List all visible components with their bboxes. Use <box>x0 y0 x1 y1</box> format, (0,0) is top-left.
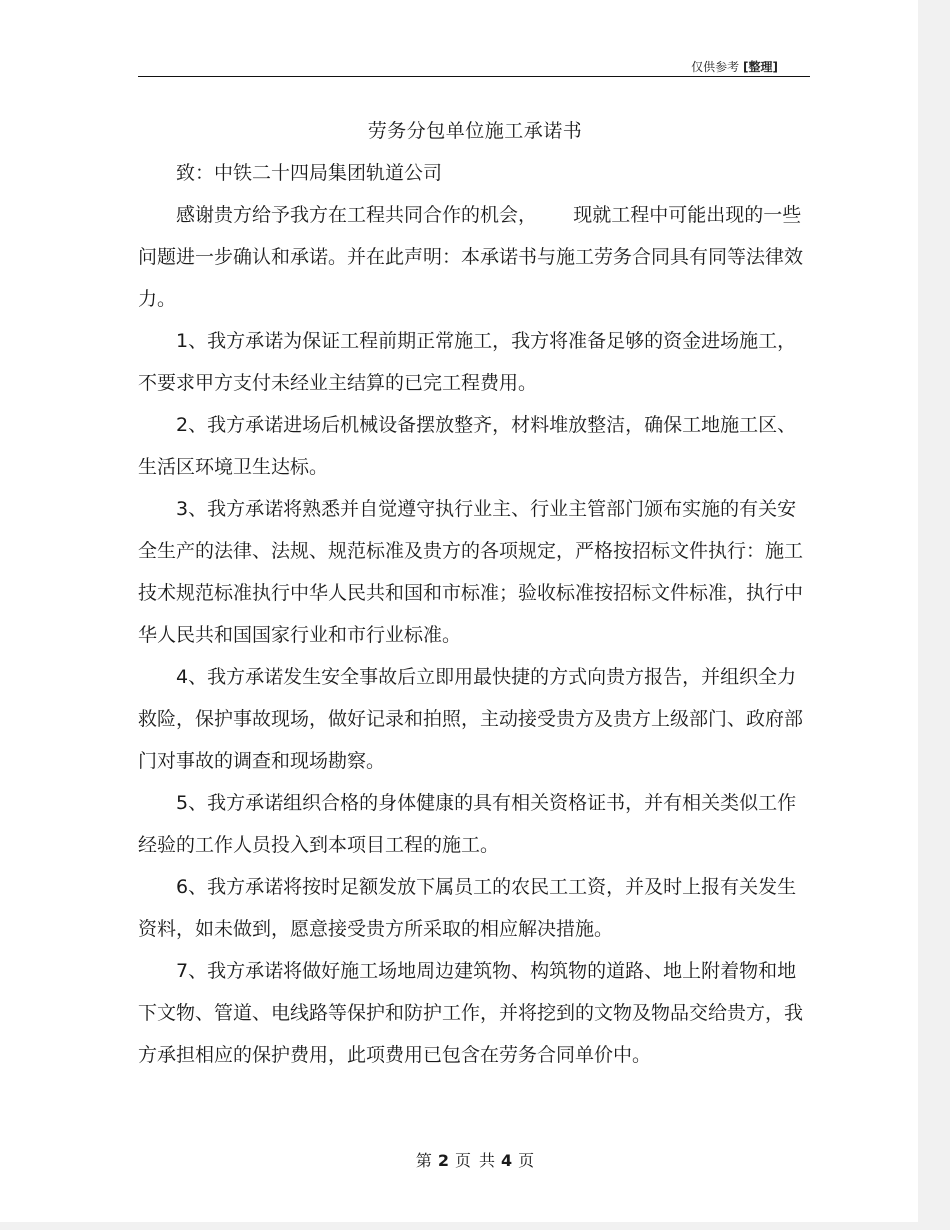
document-title: 劳务分包单位施工承诺书 <box>367 120 583 142</box>
header-note <box>691 58 778 75</box>
footer-total-pages: 4 <box>501 1151 513 1170</box>
salutation: 致：中铁二十四局集团轨道公司 <box>176 162 443 184</box>
paragraph-intro: 感谢贵方给予我方在工程共同合作的机会， 现就工程中可能出现的一些问题进一步确认和承诺。并在此声明：本承诺书与施工劳务合同具有同等法律效力。 <box>138 204 804 310</box>
header-divider <box>138 76 810 77</box>
footer-label-total: 共 <box>479 1151 496 1170</box>
footer-label-page: 第 <box>415 1151 432 1170</box>
paragraph-item-5: 5、我方承诺组织合格的身体健康的具有相关资格证书，并有相关类似工作经验的工作人员投入到本项目工程的施工。 <box>138 792 797 856</box>
paragraph-item-3: 3、我方承诺将熟悉并自觉遵守执行业主、行业主管部门颁布实施的有关安全生产的法律、法规、规范标准及贵方的各项规定，严格按招标文件执行：施工技术规范标准执行中华人民共和国和市标准；验收标准按招标文件标准，执行中华人民共和国国家行业和市行业标准。 <box>138 498 804 646</box>
document-body <box>138 152 808 1076</box>
footer-label-end: 页 <box>518 1151 535 1170</box>
footer-label-of: 页 <box>454 1151 471 1170</box>
paragraph-item-7: 7、我方承诺将做好施工场地周边建筑物、构筑物的道路、地上附着物和地下文物、管道、电线路等保护和防护工作，并将挖到的文物及物品交给贵方，我方承担相应的保护费用，此项费用已包含在劳务合同单价中。 <box>138 960 804 1066</box>
header-tag: [整理] <box>743 60 778 74</box>
footer-current-page: 2 <box>437 1151 449 1170</box>
paragraph-item-6: 6、我方承诺将按时足额发放下属员工的农民工工资，并及时上报有关发生资料，如未做到，愿意接受贵方所采取的相应解决措施。 <box>138 876 797 940</box>
paragraph-item-4: 4、我方承诺发生安全事故后立即用最快捷的方式向贵方报告，并组织全力救险，保护事故现场，做好记录和拍照，主动接受贵方及贵方上级部门、政府部门对事故的调查和现场勘察。 <box>138 666 804 772</box>
paragraph-item-1: 1、我方承诺为保证工程前期正常施工，我方将准备足够的资金进场施工，不要求甲方支付未经业主结算的已完工程费用。 <box>138 330 797 394</box>
page-footer <box>0 1148 950 1171</box>
header-note-text: 仅供参考 <box>691 60 740 74</box>
paragraph-item-2: 2、我方承诺进场后机械设备摆放整齐，材料堆放整洁，确保工地施工区、生活区环境卫生达标。 <box>138 414 797 478</box>
